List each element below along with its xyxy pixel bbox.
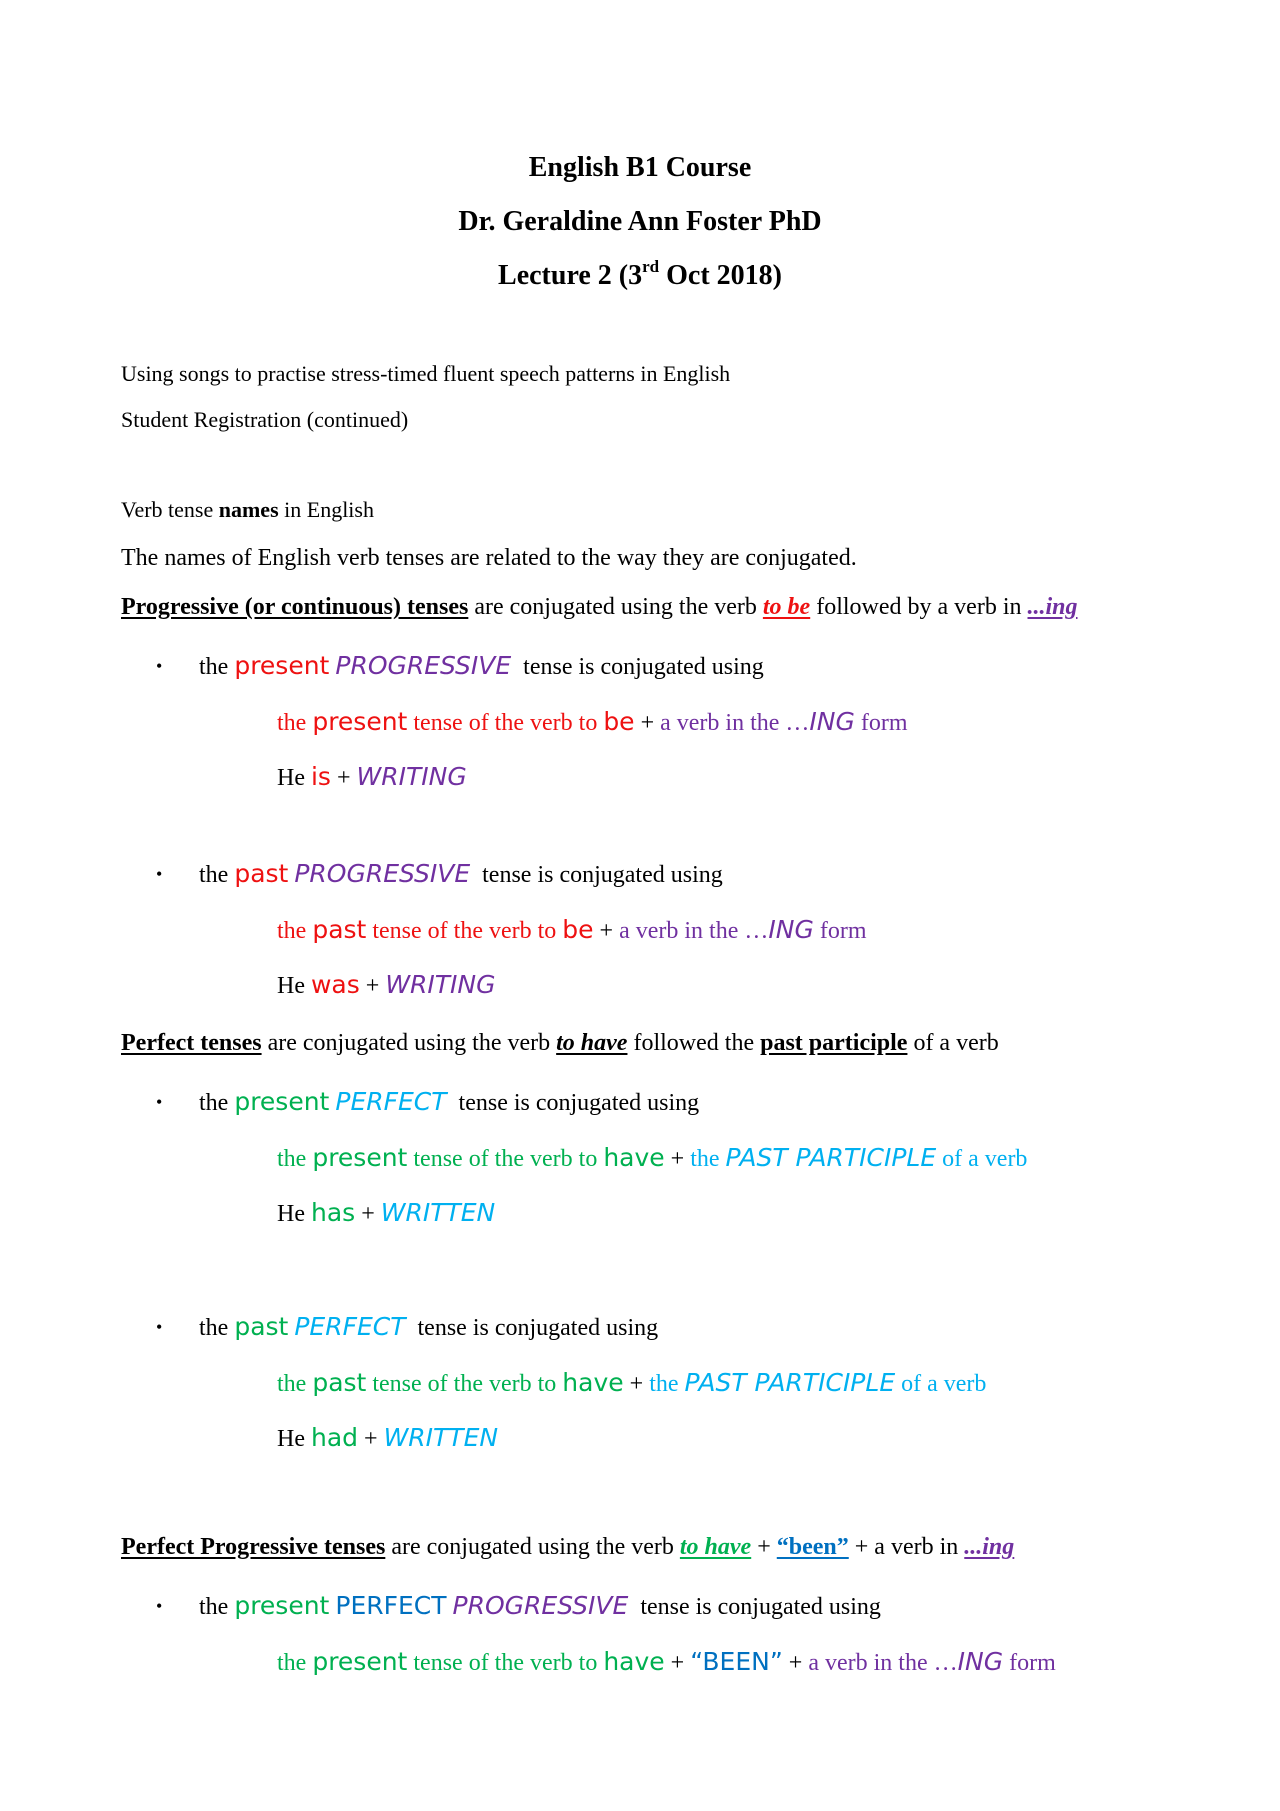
perfect-progressive-heading: Perfect Progressive tenses are conjugated using the verb to have + “been” + a verb in ...ing xyxy=(121,1534,1015,1560)
perfect-heading: Perfect tenses are conjugated using the verb to have followed the past participle of a verb xyxy=(121,1030,999,1056)
past-perfect-example: He had + WRITTEN xyxy=(277,1423,499,1452)
past-perfect-formula: the past tense of the verb to have + the PAST PARTICIPLE of a verb xyxy=(277,1368,987,1397)
lecture-heading: Lecture 2 (3rd Oct 2018) xyxy=(498,256,782,291)
intro-line-registration: Student Registration (continued) xyxy=(121,407,409,432)
progressive-heading: Progressive (or continuous) tenses are conjugated using the verb to be followed by a verb in ...ing xyxy=(121,594,1078,620)
past-progressive-example: He was + WRITING xyxy=(277,970,496,999)
bullet-present-perfect-progressive: • xyxy=(156,1596,163,1616)
present-progressive-example: He is + WRITING xyxy=(277,762,467,791)
course-title: English B1 Course xyxy=(528,152,752,183)
bullet-present-progressive: • xyxy=(156,656,163,676)
present-progressive-formula: the present tense of the verb to be + a verb in the …ING form xyxy=(277,707,908,736)
bullet-present-perfect: • xyxy=(156,1092,163,1112)
bullet-past-perfect: • xyxy=(156,1317,163,1337)
present-progressive-item: the present PROGRESSIVE tense is conjugated using xyxy=(199,651,764,680)
present-perfect-item: the present PERFECT tense is conjugated using xyxy=(199,1087,700,1116)
present-perfect-example: He has + WRITTEN xyxy=(277,1198,496,1227)
present-perfect-progressive-item: the present PERFECT PROGRESSIVE tense is conjugated using xyxy=(199,1591,881,1620)
past-perfect-item: the past PERFECT tense is conjugated using xyxy=(199,1312,659,1341)
lecturer-name: Dr. Geraldine Ann Foster PhD xyxy=(458,206,822,237)
intro-line-songs: Using songs to practise stress-timed fluent speech patterns in English xyxy=(121,361,731,386)
topic-heading: Verb tense names in English xyxy=(121,497,374,522)
past-progressive-item: the past PROGRESSIVE tense is conjugated using xyxy=(199,859,723,888)
past-progressive-formula: the past tense of the verb to be + a verb in the …ING form xyxy=(277,915,867,944)
present-perfect-progressive-formula: the present tense of the verb to have + “BEEN” + a verb in the …ING form xyxy=(277,1647,1056,1676)
bullet-past-progressive: • xyxy=(156,864,163,884)
present-perfect-formula: the present tense of the verb to have + the PAST PARTICIPLE of a verb xyxy=(277,1143,1028,1172)
topic-sentence: The names of English verb tenses are related to the way they are conjugated. xyxy=(121,545,857,571)
